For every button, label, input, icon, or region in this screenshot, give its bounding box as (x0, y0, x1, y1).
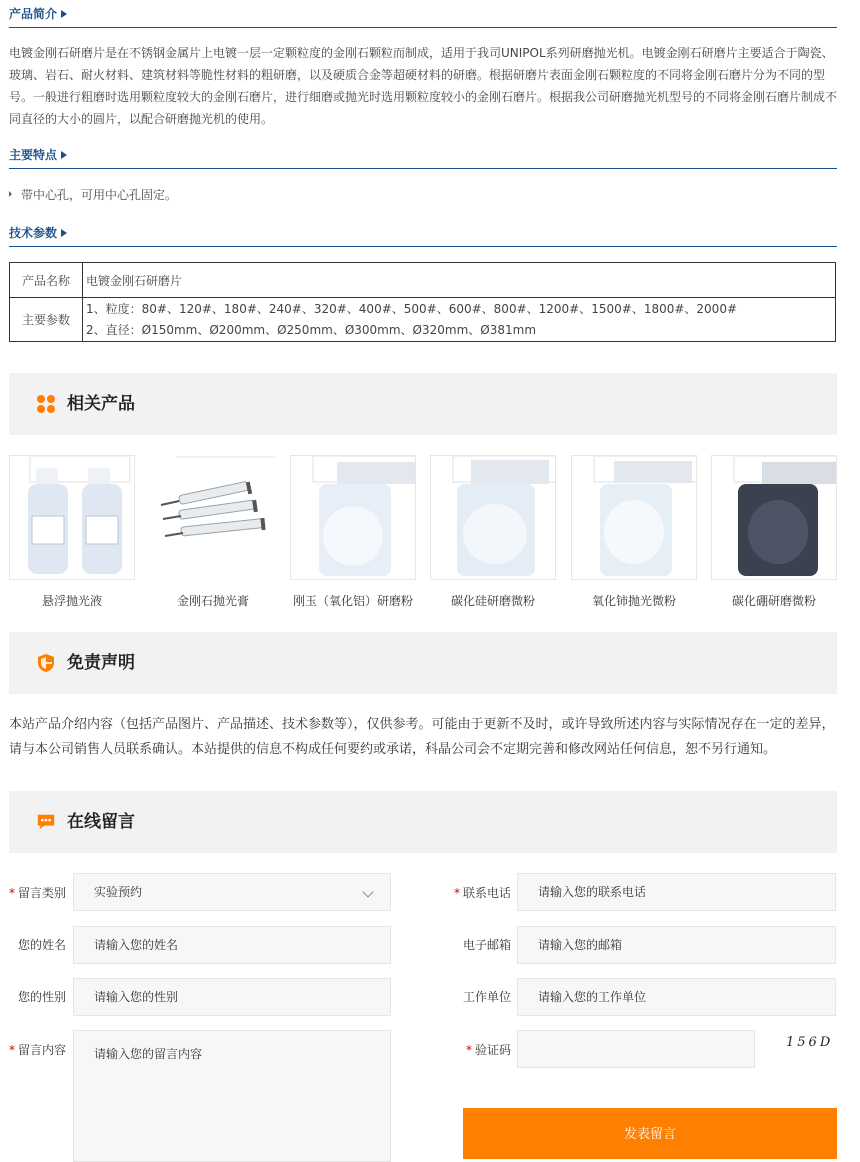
gender-label (4, 989, 66, 1005)
placeholder-text: 请输入您的留言内容 (94, 1047, 203, 1061)
product-image[interactable] (9, 455, 135, 580)
required-mark: * (453, 886, 460, 900)
label-text: 电子邮箱 (462, 938, 511, 952)
product-image[interactable] (571, 455, 697, 580)
product-name[interactable]: 悬浮抛光液 (41, 594, 102, 608)
triangle-right-icon (61, 229, 67, 237)
submit-button[interactable]: 发表留言 (463, 1108, 837, 1159)
section-title: 技术参数 (9, 226, 58, 240)
table-row (10, 298, 836, 342)
category-label (4, 885, 66, 901)
company-input[interactable] (517, 978, 836, 1016)
section-header-features (9, 147, 837, 169)
spec-label: 产品名称 (10, 263, 83, 298)
required-mark: * (8, 1043, 15, 1057)
product-card[interactable] (150, 455, 276, 609)
block-title: 在线留言 (67, 812, 135, 832)
triangle-right-icon (61, 151, 67, 159)
chevron-down-icon (362, 886, 373, 897)
product-card[interactable] (290, 455, 416, 609)
product-card[interactable] (430, 455, 556, 609)
product-name[interactable]: 碳化硼研磨微粉 (731, 594, 816, 608)
block-title: 相关产品 (67, 394, 135, 414)
bullet-icon (9, 191, 12, 197)
product-name[interactable]: 氧化铈抛光微粉 (591, 594, 676, 608)
placeholder-text: 请输入您的工作单位 (538, 990, 647, 1004)
captcha-label (449, 1042, 511, 1058)
product-card[interactable] (711, 455, 837, 609)
syringe-image (151, 456, 276, 580)
product-card[interactable] (571, 455, 697, 609)
label-text: 工作单位 (462, 990, 511, 1004)
chat-bubble-icon (36, 812, 56, 832)
powder-bag-image (291, 456, 416, 580)
label-text: 您的性别 (17, 990, 66, 1004)
powder-bag-image (431, 456, 556, 580)
triangle-right-icon (61, 10, 67, 18)
phone-input[interactable] (517, 873, 836, 911)
placeholder-text: 请输入您的姓名 (94, 938, 179, 952)
label-text: 留言类别 (17, 886, 66, 900)
product-intro-text: 电镀金刚石研磨片是在不锈钢金属片上电镀一层一定颗粒度的金刚石颗粒而制成，适用于我司UNIPOL系列研磨抛光机。电镀金刚石研磨片主要适合于陶瓷、玻璃、岩石、耐火材料、建筑材料等脆性材料的粗研磨，以及硬质合金等超硬材料的研磨。根据研磨片表面金刚石颗粒度的不同将金刚石磨片分为不同的型号。一般进行粗磨时选用颗粒度较大的金刚石磨片，进行细磨或抛光时选用颗粒度较小的金刚石磨片。根据我公司研磨抛光机型号的不同将金刚石磨片制成不同直径的大小的圆片，以配合研磨抛光机的使用。 (9, 46, 838, 126)
related-products-list (9, 455, 839, 615)
product-name[interactable]: 碳化硅研磨微粉 (450, 594, 535, 608)
email-label (449, 937, 511, 953)
select-value: 实验预约 (94, 885, 143, 899)
required-mark: * (465, 1043, 472, 1057)
phone-label (449, 885, 511, 901)
label-text: 联系电话 (462, 886, 511, 900)
product-image[interactable] (430, 455, 556, 580)
table-row (10, 263, 836, 298)
message-form-header (9, 791, 837, 853)
block-title: 免责声明 (67, 653, 135, 673)
message-label (4, 1042, 66, 1058)
placeholder-text: 请输入您的邮箱 (538, 938, 623, 952)
spec-value (83, 298, 836, 342)
feature-item (9, 186, 177, 204)
section-title: 产品简介 (9, 7, 58, 21)
spec-label: 主要参数 (10, 298, 83, 342)
disclaimer-text: 本站产品介绍内容（包括产品图片、产品描述、技术参数等），仅供参考。可能由于更新不及时，或许导致所述内容与实际情况存在一定的差异，请与本公司销售人员联系确认。本站提供的信息不构成任何要约或承诺，科晶公司会不定期完善和修改网站任何信息，恕不另行通知。 (9, 717, 835, 757)
disclaimer-header (9, 632, 837, 694)
email-input[interactable] (517, 926, 836, 964)
label-text: 您的姓名 (17, 938, 66, 952)
gender-input[interactable] (73, 978, 391, 1016)
product-image[interactable] (150, 455, 276, 580)
feature-text: 带中心孔，可用中心孔固定。 (21, 188, 178, 202)
name-label (4, 937, 66, 953)
section-header-specs (9, 225, 837, 247)
bottle-image (10, 456, 135, 580)
product-name[interactable]: 金刚石抛光膏 (176, 594, 249, 608)
placeholder-text: 请输入您的联系电话 (538, 885, 647, 899)
label-text: 验证码 (474, 1043, 511, 1057)
product-image[interactable] (290, 455, 416, 580)
captcha-image[interactable]: 156D (786, 1035, 834, 1050)
spec-line: 1、粒度：80#、120#、180#、240#、320#、400#、500#、600#、800#、1200#、1500#、1800#、2000# (86, 301, 738, 316)
spec-line: 2、直径：Ø150mm、Ø200mm、Ø250mm、Ø300mm、Ø320mm、Ø381mm (86, 322, 537, 337)
shield-icon (36, 653, 56, 673)
category-select[interactable] (73, 873, 391, 911)
four-petal-icon (36, 394, 56, 414)
company-label (449, 989, 511, 1005)
placeholder-text: 请输入您的性别 (94, 990, 179, 1004)
spec-value: 电镀金刚石研磨片 (83, 263, 836, 298)
product-name[interactable]: 刚玉（氧化铝）研磨粉 (292, 594, 413, 608)
label-text: 留言内容 (17, 1043, 66, 1057)
powder-bag-image (572, 456, 697, 580)
product-card[interactable] (9, 455, 135, 609)
name-input[interactable] (73, 926, 391, 964)
required-mark: * (8, 886, 15, 900)
product-image[interactable] (711, 455, 837, 580)
captcha-input[interactable] (517, 1030, 755, 1068)
message-textarea[interactable] (73, 1030, 391, 1162)
powder-bag-image (712, 456, 837, 580)
spec-table (9, 262, 836, 342)
section-header-intro (9, 6, 837, 28)
related-products-header (9, 373, 837, 435)
section-title: 主要特点 (9, 148, 58, 162)
